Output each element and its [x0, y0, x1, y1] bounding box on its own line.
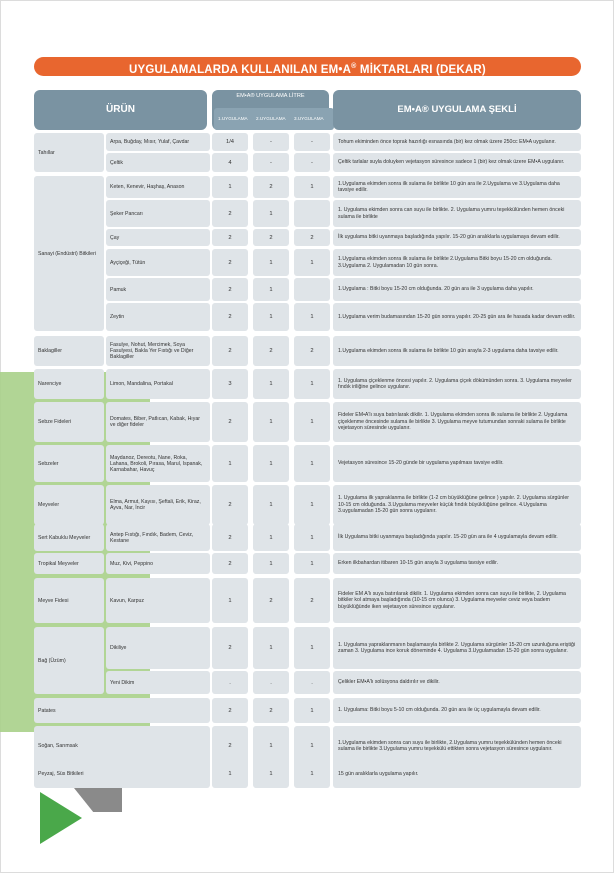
litre-cell-2 — [253, 229, 289, 246]
litre-cell-2-text: 1 — [269, 314, 273, 320]
product-cell-text: Antep Fıstığı, Fındık, Badem, Ceviz, Kestane — [110, 531, 194, 544]
litre-cell-1 — [212, 336, 248, 366]
product-cell — [106, 336, 210, 366]
description-cell — [333, 553, 581, 574]
category-cell-text: Narenciye — [38, 381, 62, 387]
litre-cell-1-text: 2 — [228, 707, 232, 714]
litre-cell-3 — [294, 578, 330, 623]
description-cell-text: 1. Uygulama ilk yapraklanma ile birlikte (1-2 cm büyüklüğüne gelince ) yapılır. 2. Uygulama sürgünler 10-15 cm olduğunda. 3.Uygulama meyveler küçük fındık büyüklüğüne gelince. 4.Uygulama 3.uygulamadan 15-20 gün sonra uygulanır. — [338, 495, 569, 515]
title-main: UYGULAMALARDA KULLANILAN EM•A — [129, 63, 352, 76]
description-cell-text: Çeltik tarlalar suyla doluyken vejetasyon süresince sadece 1 (bir) kez olmak üzere EM•A uygulanır. — [338, 159, 565, 166]
litre-cell-2-text: 2 — [269, 707, 273, 714]
litre-cell-3 — [294, 153, 330, 172]
category-cell — [34, 402, 104, 442]
litre-cell-3 — [294, 553, 330, 574]
litre-cell-3 — [294, 303, 330, 331]
litre-cell-1 — [212, 176, 248, 198]
product-cell — [106, 229, 210, 246]
description-cell-text: 1. Uygulama çiçeklenme öncesi yapılır. 2. Uygulama çiçek dökümünden sonra. 3. Uygulama meyveler fındık iriliğine gelince uygulanır. — [338, 377, 572, 390]
litre-cell-1 — [212, 278, 248, 301]
litre-cell-3-text: 2 — [310, 234, 314, 241]
description-cell — [333, 671, 581, 694]
litre-cell-2 — [253, 336, 289, 366]
description-cell — [333, 303, 581, 331]
litre-cell-3-text: 1 — [310, 534, 314, 541]
description-cell-text: 1.Uygulama ekimden sonra ilk sulama ile birlikte 10 gün ara ile 2.Uygulama ve 3.Uygulama daha tavsiye edilir. — [338, 180, 560, 193]
litre-cell-2 — [253, 369, 289, 399]
title-tail: MİKTARLARI (DEKAR) — [356, 63, 486, 76]
litre-cell-1-text: 1 — [228, 184, 232, 190]
litre-cell-2-text: 1 — [269, 210, 273, 217]
litre-cell-1 — [212, 369, 248, 399]
litre-cell-2 — [253, 524, 289, 551]
litre-cell-1-text: 2 — [228, 560, 232, 567]
litre-cell-2-text: - — [270, 139, 272, 145]
litre-cell-2 — [253, 760, 289, 788]
litre-cell-3 — [294, 445, 330, 482]
description-cell — [333, 578, 581, 623]
litre-cell-3-text: 2 — [310, 348, 314, 354]
description-cell — [333, 133, 581, 151]
category-cell — [34, 369, 104, 399]
litre-cell-2 — [253, 553, 289, 574]
litre-cell-3 — [294, 229, 330, 246]
litre-cell-2 — [253, 176, 289, 198]
litre-cell-2 — [253, 133, 289, 151]
litre-cell-2-text: 1 — [269, 534, 273, 541]
litre-cell-1-text: . — [229, 679, 231, 686]
product-cell — [106, 153, 210, 172]
litre-cell-1-text: 2 — [228, 286, 232, 293]
product-cell — [106, 671, 210, 694]
category-cell — [34, 133, 104, 172]
litre-cell-3-text: . — [311, 679, 313, 686]
litre-cell-2-text: 1 — [269, 771, 273, 777]
litre-cell-2-text: 2 — [269, 597, 273, 604]
product-cell-text: Keten, Kenevir, Haşhaş, Anason — [110, 184, 185, 190]
product-cell — [106, 200, 210, 227]
product-cell — [106, 445, 210, 482]
litre-cell-1 — [212, 627, 248, 669]
product-cell — [106, 249, 210, 276]
litre-cell-3-text: 1 — [310, 259, 314, 266]
description-cell — [333, 153, 581, 172]
product-cell — [106, 553, 210, 574]
litre-cell-2 — [253, 153, 289, 172]
litre-cell-3-text: - — [311, 159, 313, 166]
litre-cell-3-text: 1 — [310, 707, 314, 714]
litre-cell-3-text: 1 — [310, 771, 314, 777]
litre-cell-3-text: - — [311, 139, 313, 145]
product-cell-text: Çay — [110, 234, 120, 241]
litre-cell-3-text: 2 — [310, 597, 314, 604]
description-cell — [333, 249, 581, 276]
title-reg: ® — [351, 63, 357, 70]
product-cell-text: Pamuk — [110, 286, 127, 293]
litre-cell-1 — [212, 133, 248, 151]
header-litre — [212, 90, 329, 130]
description-cell-text: 1.Uygulama ekimden sonra can suyu ile birlikte, 2.Uygulama yumru teşekkülünden hemen önceki sulama ile birlikte 3.Uygulama yumru teşekkülü ettikten sonra vejetasyon süresince uygulanır. — [338, 739, 562, 752]
litre-cell-1-text: 2 — [228, 502, 232, 508]
category-cell — [34, 524, 104, 551]
product-cell-text: Kavun, Karpuz — [110, 597, 145, 604]
description-cell-text: 1.Uygulama ekimden sonra ilk sulama ile birlikte 2.Uygulama Bitki boyu 15-20 cm olduğunda. 3.Uygulama 2. Uygulamadan 10 gün sonra. — [338, 256, 552, 269]
category-cell-text: Sebzeler — [38, 460, 59, 467]
litre-cell-1 — [212, 200, 248, 227]
product-cell — [106, 524, 210, 551]
litre-cell-2 — [253, 698, 289, 723]
litre-cell-2-text: 1 — [269, 460, 273, 467]
description-cell-text: 1. Uygulama yapraklanmanın başlamasıyla birlikte 2. Uygulama sürgünler 15-20 cm uzunluğuna eriştiği zaman 3. Uygulama ince koruk döneminde 4. Uygulama 3.Uygulamadan 15-20 gün sonra uygulanır. — [338, 641, 576, 654]
litre-cell-1-text: 1 — [228, 460, 232, 467]
product-cell — [106, 303, 210, 331]
litre-cell-3 — [294, 133, 330, 151]
litre-cell-1-text: 2 — [228, 314, 232, 320]
category-cell-text: Baklagiller — [38, 348, 62, 354]
category-cell-text: Sebze Fideleri — [38, 419, 72, 425]
description-cell-text: Fideler EM•A'lı suya batırılarak dikilir. 1. Uygulama ekimden sonra ilk sulama ile birlikte 2. Uygulama çiçeklenme öncesinde sulama ile birlikte 3. Uygulama meyve tutumundan sonraki sulama ile birlikte vejetasyon süresinde uygulanır. — [338, 412, 568, 432]
litre-cell-3-text: 1 — [310, 743, 314, 749]
description-cell-text: Tohum ekiminden önce toprak hazırlığı esnasında (bir) kez olmak üzere 250cc EM•A uygulanır. — [338, 138, 556, 145]
product-cell-text: Dikiliye — [110, 645, 127, 651]
product-cell-text: Şeker Pancarı — [110, 210, 143, 217]
header-litre-title: EM•A® UYGULAMA LİTRE — [236, 93, 305, 99]
litre-cell-1 — [212, 671, 248, 694]
litre-cell-1 — [212, 578, 248, 623]
category-cell-text: Soğan, Sarımsak — [38, 743, 78, 749]
litre-cell-2-text: . — [270, 679, 272, 686]
header-urun: ÜRÜN — [34, 90, 207, 130]
litre-cell-3 — [294, 698, 330, 723]
litre-cell-3 — [294, 278, 330, 301]
category-cell-text: Peyzaj, Süs Bitkileri — [38, 771, 84, 777]
product-cell-text: Çeltik — [110, 159, 123, 166]
litre-cell-2 — [253, 402, 289, 442]
litre-cell-2-text: 1 — [269, 645, 273, 651]
product-cell-text: Fasulye, Nohut, Mercimek, Soya Fasulyesi, Bakla Yer Fıstığı ve Diğer Baklagiller — [110, 342, 194, 360]
litre-cell-2-text: 1 — [269, 381, 273, 387]
description-cell-text: 1.Uygulama verim budamasından 15-20 gün sonra yapılır. 20-25 gün ara ile hasada kadar devam edilir. — [338, 313, 576, 320]
litre-cell-3-text: 1 — [310, 381, 314, 387]
litre-cell-1 — [212, 153, 248, 172]
litre-cell-1 — [212, 553, 248, 574]
product-cell-text: Zeytin — [110, 314, 125, 320]
litre-cell-3-text: 1 — [310, 645, 314, 651]
litre-cell-3-text: 1 — [310, 314, 314, 320]
category-cell-text: Tahıllar — [38, 149, 55, 156]
description-cell-text: 15 gün aralıklarla uygulama yapılır. — [338, 770, 419, 777]
litre-cell-3-text: 1 — [310, 419, 314, 425]
product-cell — [106, 369, 210, 399]
category-cell-text: Tropikal Meyveler — [38, 560, 79, 567]
product-cell — [106, 133, 210, 151]
category-cell — [34, 336, 104, 366]
category-cell-text: Meyveler — [38, 502, 60, 508]
litre-cell-1-text: 2 — [228, 210, 232, 217]
litre-cell-2-text: 1 — [269, 502, 273, 508]
litre-cell-2-text: 1 — [269, 286, 273, 293]
category-cell — [34, 760, 210, 788]
litre-cell-2 — [253, 578, 289, 623]
description-cell-text: Çelikler EM•A'lı solüsyona daldırılır ve dikilir. — [338, 679, 440, 686]
litre-cell-1-text: 2 — [228, 743, 232, 749]
description-cell — [333, 760, 581, 788]
product-cell-text: Maydanoz, Dereotu, Nane, Roka, Lahana, Brokoli, Pırasa, Marul, Ispanak, Karnabahar, Havuç — [110, 454, 203, 473]
litre-cell-1 — [212, 303, 248, 331]
description-cell — [333, 485, 581, 525]
litre-cell-2-text: 1 — [269, 743, 273, 749]
description-cell — [333, 229, 581, 246]
litre-cell-2-text: 2 — [269, 348, 273, 354]
description-cell — [333, 698, 581, 723]
litre-cell-2-text: 1 — [269, 259, 273, 266]
category-cell-text: Patates — [38, 707, 56, 714]
description-cell — [333, 336, 581, 366]
category-cell-text: Bağ (Üzüm) — [38, 657, 66, 664]
litre-cell-1 — [212, 760, 248, 788]
litre-cell-3 — [294, 176, 330, 198]
litre-cell-2 — [253, 303, 289, 331]
decorative-green-triangle — [40, 792, 82, 844]
litre-cell-1 — [212, 445, 248, 482]
description-cell-text: İlk Uygulama bitki uyanmaya başladığında yapılır. 15-20 gün ara ile 4 uygulamayla devam edilir. — [338, 534, 558, 541]
litre-cell-3 — [294, 402, 330, 442]
category-cell — [34, 578, 104, 623]
category-cell — [34, 553, 104, 574]
litre-cell-2 — [253, 627, 289, 669]
header-col-3: 3.UYGULAMA — [290, 108, 334, 130]
description-cell — [333, 445, 581, 482]
litre-cell-1 — [212, 698, 248, 723]
litre-cell-3 — [294, 671, 330, 694]
litre-cell-3-text: 1 — [310, 460, 314, 467]
litre-cell-1-text: 2 — [228, 348, 232, 354]
litre-cell-1-text: 2 — [228, 419, 232, 425]
category-cell — [34, 485, 104, 525]
category-cell — [34, 445, 104, 482]
litre-cell-3 — [294, 627, 330, 669]
litre-cell-1 — [212, 524, 248, 551]
category-cell — [34, 627, 104, 694]
category-cell-text: Sanayi (Endüstri) Bitkileri — [38, 250, 96, 257]
litre-cell-1 — [212, 249, 248, 276]
litre-cell-1-text: 3 — [228, 381, 232, 387]
description-cell — [333, 369, 581, 399]
product-cell-text: Arpa, Buğday, Mısır, Yulaf, Çavdar — [110, 139, 190, 145]
litre-cell-3 — [294, 200, 330, 227]
litre-cell-3-text: 1 — [310, 560, 314, 567]
product-cell — [106, 402, 210, 442]
header-col-2: 2.UYGULAMA — [252, 108, 296, 130]
litre-cell-2-text: - — [270, 159, 272, 166]
description-cell-text: Fideler EM A'lı suya batırılarak dikilir. 1. Uygulama ekimden sonra can suyu ile birlikte, 2. Uygulama bitkiler kol atmaya başladığında (10-15 cm olunca) 3. Uygulama meyveler ceviz veya badem büyüklüğünde iken vejetasyon süresince uygulanır. — [338, 590, 566, 610]
product-cell — [106, 278, 210, 301]
description-cell-text: Vejetasyon süresince 15-20 günde bir uygulama yapılması tavsiye edilir. — [338, 460, 504, 467]
category-cell-text: Sert Kabuklu Meyveler — [38, 534, 91, 541]
product-cell — [106, 485, 210, 525]
description-cell — [333, 627, 581, 669]
description-cell-text: 1. Uygulama ekimden sonra can suyu ile birlikte. 2. Uygulama yumru teşekkülünden hemen önceki sulama ile birlikte — [338, 207, 565, 220]
litre-cell-3 — [294, 524, 330, 551]
litre-cell-2-text: 2 — [269, 184, 273, 190]
description-cell — [333, 176, 581, 198]
litre-cell-3-text: 1 — [310, 184, 314, 190]
description-cell — [333, 200, 581, 227]
product-cell — [106, 627, 210, 669]
litre-cell-3 — [294, 369, 330, 399]
product-cell-text: Elma, Armut, Kayısı, Şeftali, Erik, Kiraz, Ayva, Nar, İncir — [110, 499, 201, 511]
litre-cell-2 — [253, 485, 289, 525]
litre-cell-1-text: 2 — [228, 234, 232, 241]
litre-cell-1 — [212, 229, 248, 246]
product-cell-text: Muz, Kivi, Peppino — [110, 560, 153, 567]
litre-cell-1-text: 1 — [228, 771, 232, 777]
litre-cell-3 — [294, 249, 330, 276]
description-cell-text: İlk uygulama bitki uyanmaya başladığında yapılır. 15-20 gün aralıklarla uygulamaya devam edilir. — [338, 234, 560, 241]
product-cell — [106, 176, 210, 198]
litre-cell-1 — [212, 485, 248, 525]
litre-cell-2 — [253, 278, 289, 301]
litre-cell-2 — [253, 200, 289, 227]
header-col-1: 1.UYGULAMA — [214, 108, 258, 130]
description-cell — [333, 524, 581, 551]
description-cell — [333, 402, 581, 442]
category-cell — [34, 698, 210, 723]
litre-cell-2 — [253, 671, 289, 694]
litre-cell-2-text: 1 — [269, 419, 273, 425]
product-cell-text: Ayçiçeği, Tütün — [110, 259, 146, 266]
litre-cell-2-text: 2 — [269, 234, 273, 241]
litre-cell-1-text: 1 — [228, 597, 232, 604]
litre-cell-1 — [212, 402, 248, 442]
litre-cell-3 — [294, 485, 330, 525]
litre-cell-2-text: 1 — [269, 560, 273, 567]
litre-cell-1-text: 1/4 — [225, 139, 235, 145]
product-cell-text: Limon, Mandalina, Portakal — [110, 381, 173, 387]
litre-cell-2 — [253, 249, 289, 276]
description-cell-text: 1.Uygulama ekimden sonra ilk sulama ile birlikte 10 gün arayla 2-3 uygulama daha tavsiye edilir. — [338, 347, 559, 354]
header-sekli: EM•A® UYGULAMA ŞEKLİ — [333, 90, 581, 130]
litre-cell-3-text: 1 — [310, 502, 314, 508]
description-cell-text: 1. Uygulama: Bitki boyu 5-10 cm olduğunda. 20 gün ara ile üç uygulamayla devam edilir. — [338, 707, 541, 714]
category-cell — [34, 176, 104, 331]
description-cell-text: 1.Uygulama : Bitki boyu 15-20 cm olduğunda. 20 gün ara ile 3 uygulama daha yapılır. — [338, 286, 534, 293]
description-cell — [333, 278, 581, 301]
litre-cell-1-text: 2 — [228, 534, 232, 541]
page-title — [34, 57, 581, 76]
litre-cell-2 — [253, 445, 289, 482]
litre-cell-1-text: 2 — [228, 645, 232, 651]
litre-cell-3 — [294, 760, 330, 788]
product-cell — [106, 578, 210, 623]
litre-cell-1-text: 2 — [228, 259, 232, 266]
description-cell-text: Erken ilkbahardan itibaren 10-15 gün arayla 3 uygulama tavsiye edilir. — [338, 560, 499, 567]
category-cell-text: Meyve Fidesi — [38, 597, 69, 604]
litre-cell-3 — [294, 336, 330, 366]
product-cell-text: Yeni Dikim — [110, 679, 135, 686]
litre-cell-1-text: 4 — [228, 159, 232, 166]
product-cell-text: Domates, Biber, Patlıcan, Kabak, Hıyar ve diğer fideler — [110, 416, 200, 428]
